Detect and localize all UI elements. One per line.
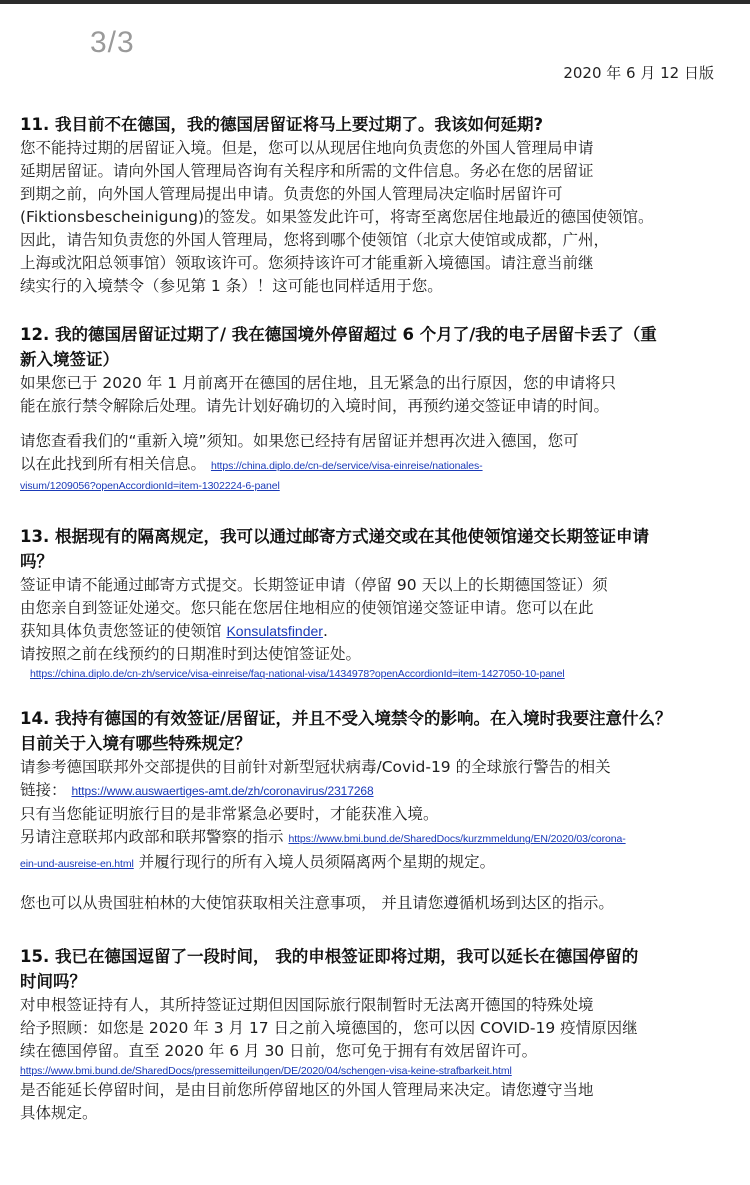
title-line: 新入境签证）: [20, 350, 119, 369]
section-title: 11. 我目前不在德国，我的德国居留证将马上要过期了。我该如何延期?: [20, 115, 544, 134]
text-line: 能在旅行禁令解除后处理。请先计划好确切的入境时间，再预约递交签证申请的时间。: [20, 397, 610, 415]
title-line: 15. 我已在德国逗留了一段时间， 我的申根签证即将过期，我可以延长在德国停留的: [20, 947, 639, 966]
text-line: [20, 1063, 736, 1079]
text-line: 具体规定。: [20, 1104, 98, 1122]
text-line: 由您亲自到签证处递交。您只能在您居住地相应的使领馆递交签证申请。您可以在此: [20, 599, 594, 617]
section-title: [20, 944, 736, 994]
bmi-corona-link[interactable]: https://www.bmi.bund.de/SharedDocs/kurzmmeldung/EN/2020/03/corona-: [288, 833, 626, 845]
section-title: [20, 706, 736, 756]
faq-section-11: [20, 112, 736, 298]
text-line: 您不能持过期的居留证入境。但是，您可以从现居住地向负责您的外国人管理局申请: [20, 139, 594, 157]
auswaertiges-amt-link[interactable]: https://www.auswaertiges-amt.de/zh/coronavirus/2317268: [71, 784, 374, 798]
title-line: 12. 我的德国居留证过期了/ 我在德国境外停留超过 6 个月了/我的电子居留卡丢了（重: [20, 325, 657, 344]
text-line: 对申根签证持有人，其所持签证过期但因国际旅行限制暂时无法离开德国的特殊处境: [20, 996, 594, 1014]
text-line: [20, 453, 736, 478]
text-line: 请您查看我们的“重新入境”须知。如果您已经持有居留证并想再次进入德国，您可: [20, 432, 579, 450]
text-line: 上海或沈阳总领事馆）领取该许可。您须持该许可才能重新入境德国。请注意当前继: [20, 254, 594, 272]
text-line: 您也可以从贵国驻柏林的大使馆获取相关注意事项， 并且请您遵循机场到达区的指示。: [20, 894, 614, 912]
text-line: 如果您已于 2020 年 1 月前离开在德国的居住地，且无紧急的出行原因，您的申请将只: [20, 374, 617, 392]
text-line: 延期居留证。请向外国人管理局咨询有关程序和所需的文件信息。务必在您的居留证: [20, 162, 594, 180]
section-paragraph: [20, 574, 736, 682]
edition-date: 2020 年 6 月 12 日版: [563, 64, 714, 82]
text-line: 因此，请告知负责您的外国人管理局，您将到哪个使领馆（北京大使馆或成都，广州，: [20, 231, 610, 249]
title-line: 目前关于入境有哪些特殊规定？: [20, 734, 251, 753]
text-line: 给予照顾：如您是 2020 年 3 月 17 日之前入境德国的，您可以因 COVID-19 疫情原因继: [20, 1019, 638, 1037]
text-line: 请按照之前在线预约的日期准时到达使馆签证处。: [20, 645, 362, 663]
top-edge-bar: [0, 0, 750, 4]
section-paragraph: [20, 994, 736, 1125]
text-fragment: 以在此找到所有相关信息。: [20, 455, 207, 473]
text-line: (Fiktionsbescheinigung)的签发。如果签发此许可，将寄至离您居住地最近的德国使领馆。: [20, 208, 654, 226]
nationales-visum-link[interactable]: https://china.diplo.de/cn-de/service/visa-einreise/nationales-: [210, 460, 483, 472]
section-paragraph: [20, 137, 736, 298]
text-line: [20, 478, 736, 494]
faq-section-14: [20, 706, 736, 915]
faq-section-12: [20, 322, 736, 494]
text-line: 请参考德国联邦外交部提供的目前针对新型冠状病毒/Covid-19 的全球旅行警告的相关: [20, 758, 611, 776]
section-paragraph: [20, 756, 736, 915]
text-line: [20, 666, 736, 682]
nationales-visum-link-cont[interactable]: visum/1209056?openAccordionId=item-1302224-6-panel: [20, 480, 280, 492]
title-line: 14. 我持有德国的有效签证/居留证，并且不受入境禁令的影响。在入境时我要注意什么？: [20, 709, 672, 728]
text-fragment: 获知具体负责您签证的使领馆: [20, 622, 222, 640]
text-fragment: 并履行现行的所有入境人员须隔离两个星期的规定。: [133, 853, 496, 871]
title-line: 吗？: [20, 552, 53, 571]
text-fragment: .: [322, 622, 328, 640]
text-line: 续实行的入境禁令（参见第 1 条）！这可能也同样适用于您。: [20, 277, 443, 295]
text-line: [20, 826, 736, 851]
text-line: [20, 779, 736, 803]
konsulatsfinder-link[interactable]: Konsulatsfinder: [226, 623, 323, 639]
section-title: [20, 322, 736, 372]
text-line: 签证申请不能通过邮寄方式提交。长期签证申请（停留 90 天以上的长期德国签证）须: [20, 576, 608, 594]
title-line: 13. 根据现有的隔离规定，我可以通过邮寄方式递交或在其他使领馆递交长期签证申请: [20, 527, 649, 546]
faq-section-13: [20, 524, 736, 682]
text-line: [20, 851, 736, 876]
faq-national-visa-link[interactable]: https://china.diplo.de/cn-zh/service/visa-einreise/faq-national-visa/1434978?openAccordionId=item-1427050-10-panel: [30, 668, 565, 680]
faq-section-15: [20, 944, 736, 1125]
text-line: 是否能延长停留时间，是由目前您所停留地区的外国人管理局来决定。请您遵守当地: [20, 1081, 594, 1099]
title-line: 时间吗？: [20, 972, 86, 991]
text-fragment: 另请注意联邦内政部和联邦警察的指示: [20, 828, 284, 846]
text-line: [20, 620, 736, 643]
paragraph-gap: [20, 418, 736, 430]
section-title: [20, 524, 736, 574]
text-fragment: 链接：: [20, 781, 67, 799]
text-line: 只有当您能证明旅行目的是非常紧急必要时，才能获准入境。: [20, 805, 439, 823]
schengen-visa-link[interactable]: https://www.bmi.bund.de/SharedDocs/pressemitteilungen/DE/2020/04/schengen-visa-keine-strafbarkeit.html: [20, 1065, 512, 1077]
page-indicator: 3/3: [90, 26, 135, 59]
text-line: 续在德国停留。直至 2020 年 6 月 30 日前，您可免于拥有有效居留许可。: [20, 1042, 538, 1060]
bmi-corona-link-cont[interactable]: ein-und-ausreise-en.html: [20, 858, 134, 870]
section-paragraph: [20, 372, 736, 494]
paragraph-gap: [20, 876, 736, 892]
text-line: 到期之前，向外国人管理局提出申请。负责您的外国人管理局决定临时居留许可: [20, 185, 563, 203]
